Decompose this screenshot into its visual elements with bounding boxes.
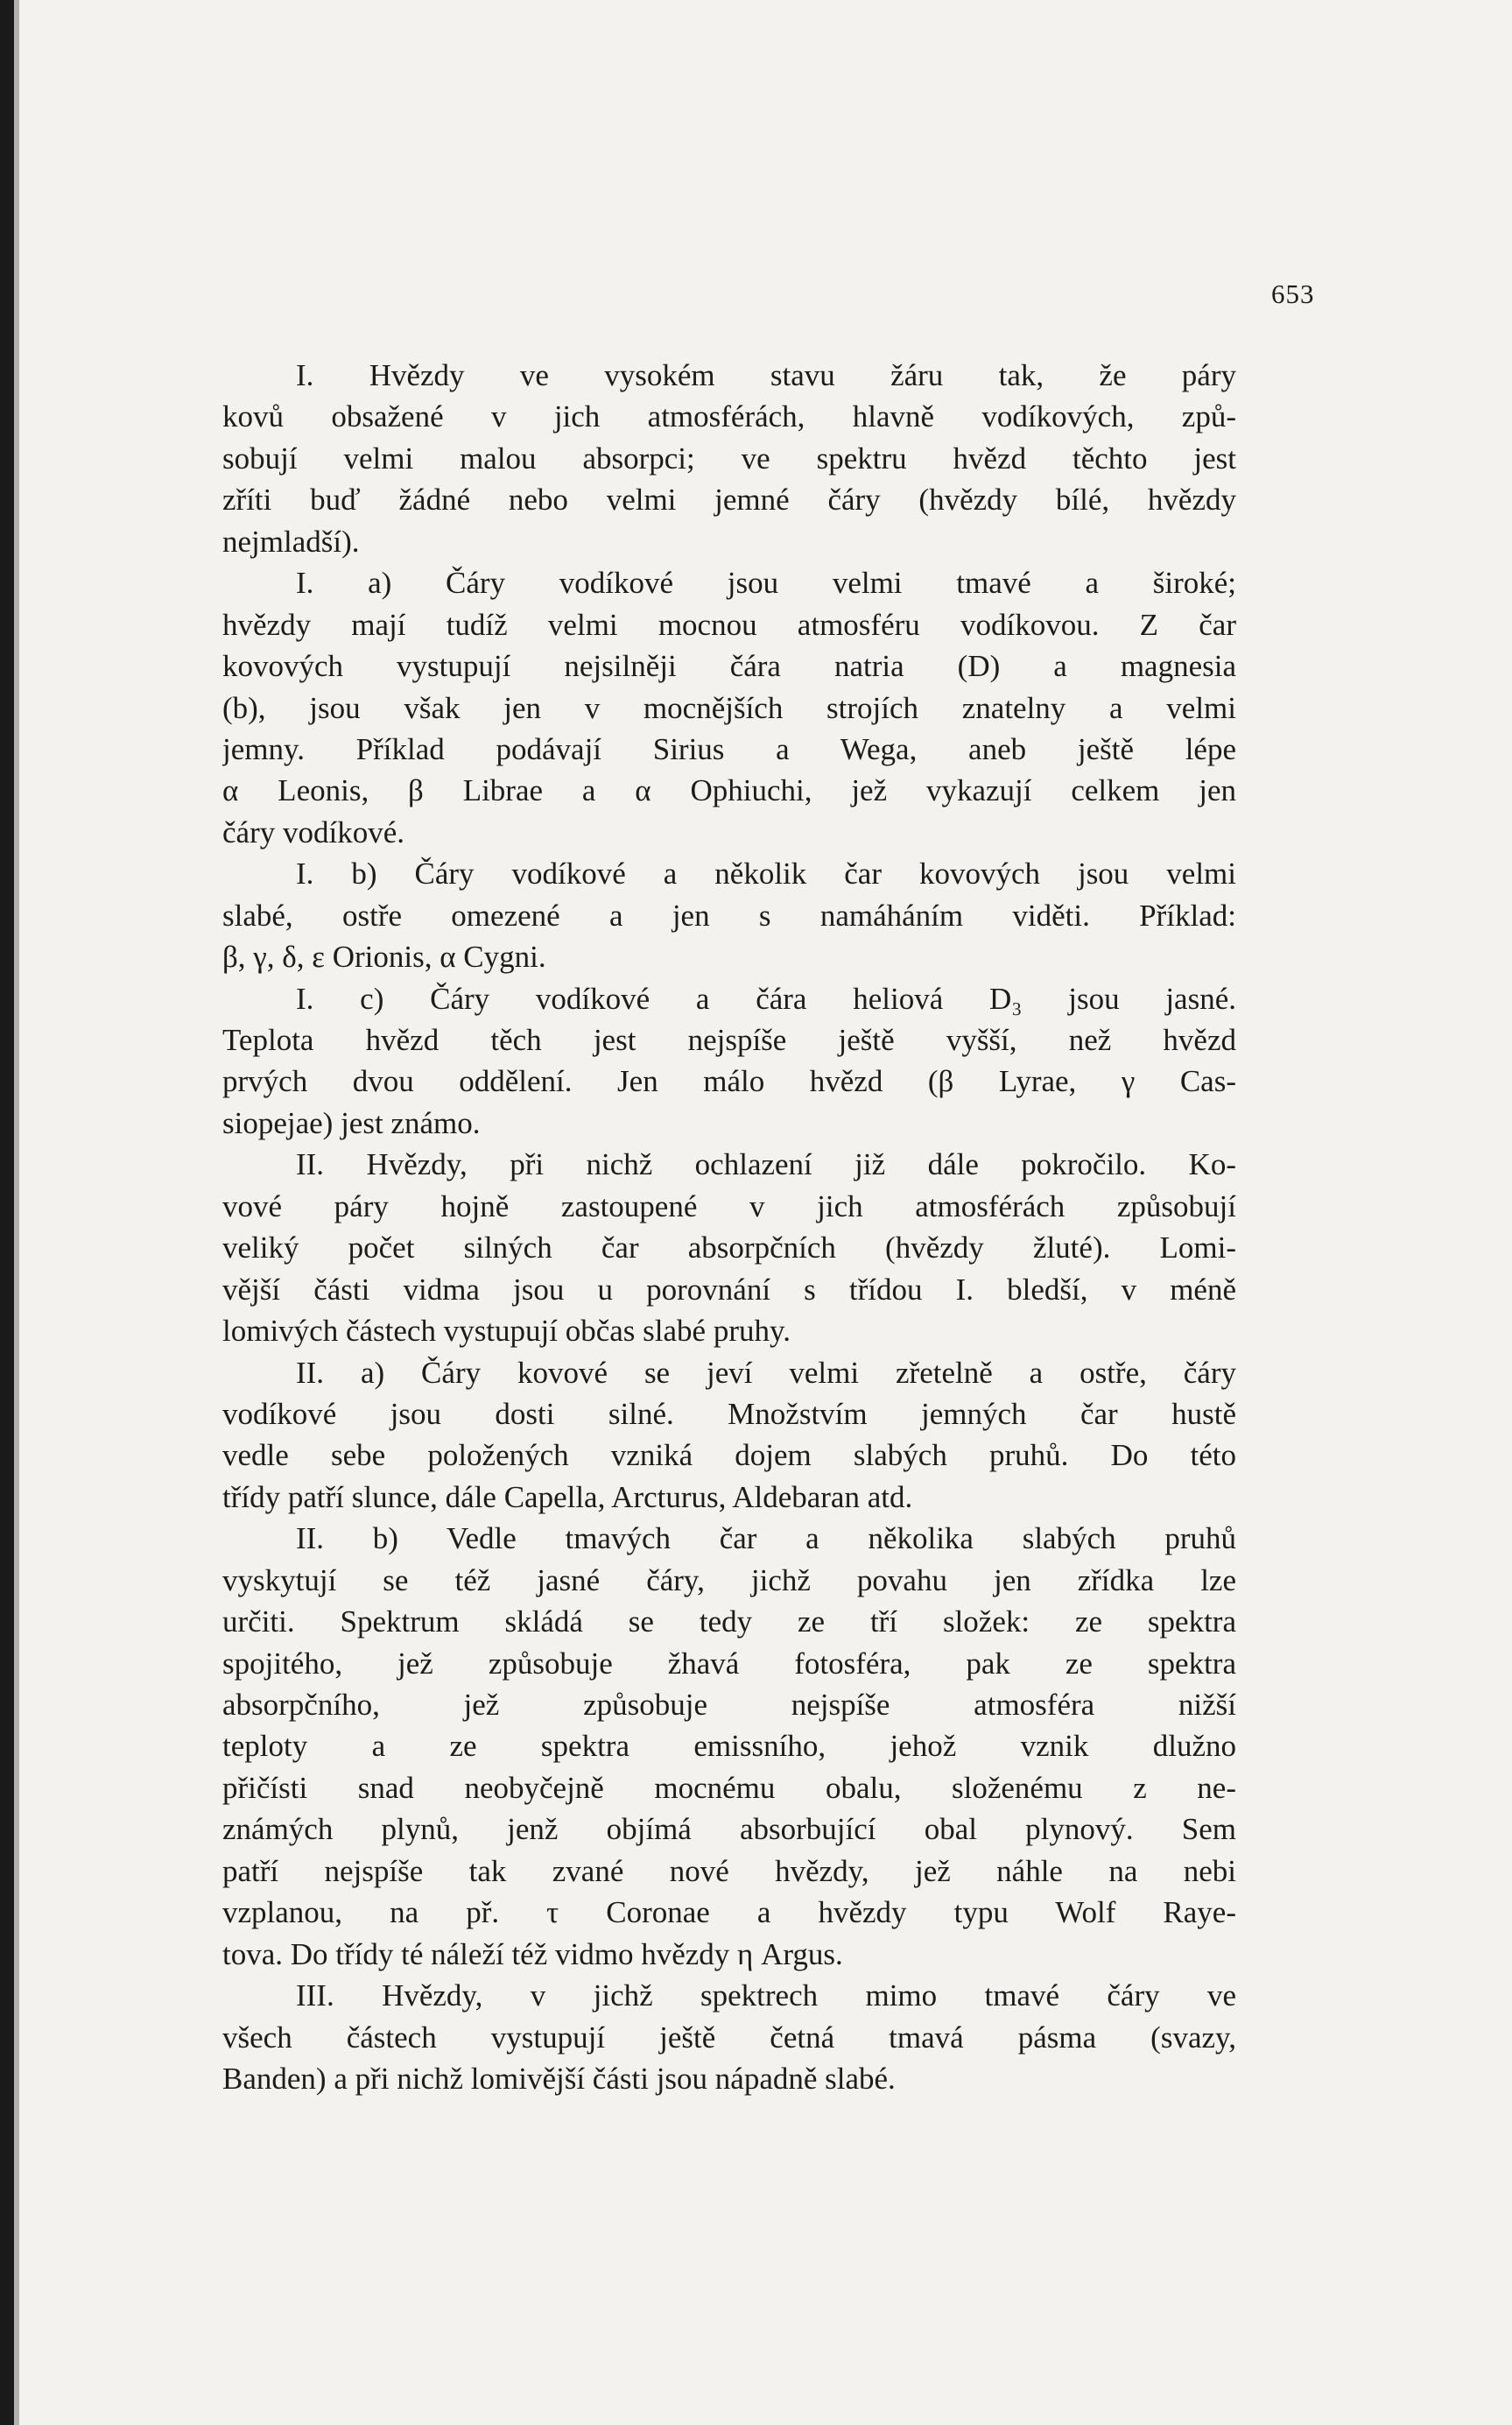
text-line: třídy patří slunce, dále Capella, Arcturus, Aldebaran atd. <box>222 1479 913 1514</box>
text-line: jemny. Příklad podávají Sirius a Wega, aneb ještě lépe <box>222 731 1236 766</box>
text-line: patří nejspíše tak zvané nové hvězdy, jež náhle na nebi <box>222 1853 1236 1888</box>
text-line: přičísti snad neobyčejně mocnému obalu, složenému z ne- <box>222 1770 1236 1805</box>
text-line: veliký počet silných čar absorpčních (hvězdy žluté). Lomi- <box>222 1230 1236 1265</box>
text-line: vedle sebe položených vzniká dojem slabých pruhů. Do této <box>222 1438 1236 1473</box>
text-line: kovů obsažené v jich atmosférách, hlavně vodíkových, způ- <box>222 399 1236 434</box>
page-number: 653 <box>1271 278 1315 309</box>
text-line: Teplota hvězd těch jest nejspíše ještě vyšší, než hvězd <box>222 1023 1236 1057</box>
text-line: I. a) Čáry vodíkové jsou velmi tmavé a široké; <box>296 566 1236 601</box>
text-line: hvězdy mají tudíž velmi mocnou atmosféru vodíkovou. Z čar <box>222 607 1236 642</box>
text-line: vové páry hojně zastoupené v jich atmosférách způsobují <box>222 1188 1236 1223</box>
text-line: všech částech vystupují ještě četná tmavá pásma (svazy, <box>222 2020 1236 2055</box>
text-line: II. a) Čáry kovové se jeví velmi zřetelně a ostře, čáry <box>296 1355 1236 1390</box>
text-line: II. Hvězdy, při nichž ochlazení již dále pokročilo. Ko- <box>296 1147 1236 1182</box>
text-line: vodíkové jsou dosti silné. Množstvím jemných čar hustě <box>222 1396 1236 1431</box>
text-line: siopejae) jest známo. <box>222 1105 481 1140</box>
text-line: tova. Do třídy té náleží též vidmo hvězdy η Argus. <box>222 1936 843 1971</box>
text-line: sobují velmi malou absorpci; ve spektru hvězd těchto jest <box>222 441 1236 476</box>
text-line: prvých dvou oddělení. Jen málo hvězd (β Lyrae, γ Cas- <box>222 1064 1236 1099</box>
text-line: čáry vodíkové. <box>222 814 404 849</box>
text-line: určiti. Spektrum skládá se tedy ze tří složek: ze spektra <box>222 1604 1236 1639</box>
text-line: známých plynů, jenž objímá absorbující obal plynový. Sem <box>222 1812 1236 1847</box>
text-line: vyskytují se též jasné čáry, jichž povahu jen zřídka lze <box>222 1562 1236 1597</box>
text-line: Banden) a při nichž lomivější části jsou nápadně slabé. <box>222 2061 896 2096</box>
text-line: vější části vidma jsou u porovnání s třídou I. bledší, v méně <box>222 1272 1236 1307</box>
text-line: nejmladší). <box>222 524 360 559</box>
text-line: α Leonis, β Librae a α Ophiuchi, jež vykazují celkem jen <box>222 773 1236 808</box>
text-line: slabé, ostře omezené a jen s namáháním viděti. Příklad: <box>222 898 1236 933</box>
text-line: absorpčního, jež způsobuje nejspíše atmosféra nižší <box>222 1688 1236 1722</box>
text-line: lomivých částech vystupují občas slabé pruhy. <box>222 1314 791 1349</box>
page-binding-shadow <box>14 0 19 2425</box>
text-line: β, γ, δ, ε Orionis, α Cygni. <box>222 940 546 975</box>
text-line: teploty a ze spektra emissního, jehož vznik dlužno <box>222 1729 1236 1764</box>
text-line: II. b) Vedle tmavých čar a několika slabých pruhů <box>296 1521 1236 1556</box>
text-line: I. c) Čáry vodíkové a čára heliová D₃ jsou jasné. <box>296 981 1236 1016</box>
text-line: kovových vystupují nejsilněji čára natria (D) a magnesia <box>222 649 1236 684</box>
text-line: I. b) Čáry vodíkové a několik čar kovových jsou velmi <box>296 857 1236 892</box>
text-line: (b), jsou však jen v mocnějších strojích znatelny a velmi <box>222 690 1236 725</box>
text-line: spojitého, jež způsobuje žhavá fotosféra, pak ze spektra <box>222 1646 1236 1681</box>
text-line: vzplanou, na př. τ Coronae a hvězdy typu Wolf Raye- <box>222 1895 1236 1930</box>
text-line: III. Hvězdy, v jichž spektrech mimo tmavé čáry ve <box>296 1978 1236 2013</box>
text-line: I. Hvězdy ve vysokém stavu žáru tak, že páry <box>296 358 1236 392</box>
text-line: zříti buď žádné nebo velmi jemné čáry (hvězdy bílé, hvězdy <box>222 483 1236 518</box>
body-text <box>222 355 1236 2099</box>
